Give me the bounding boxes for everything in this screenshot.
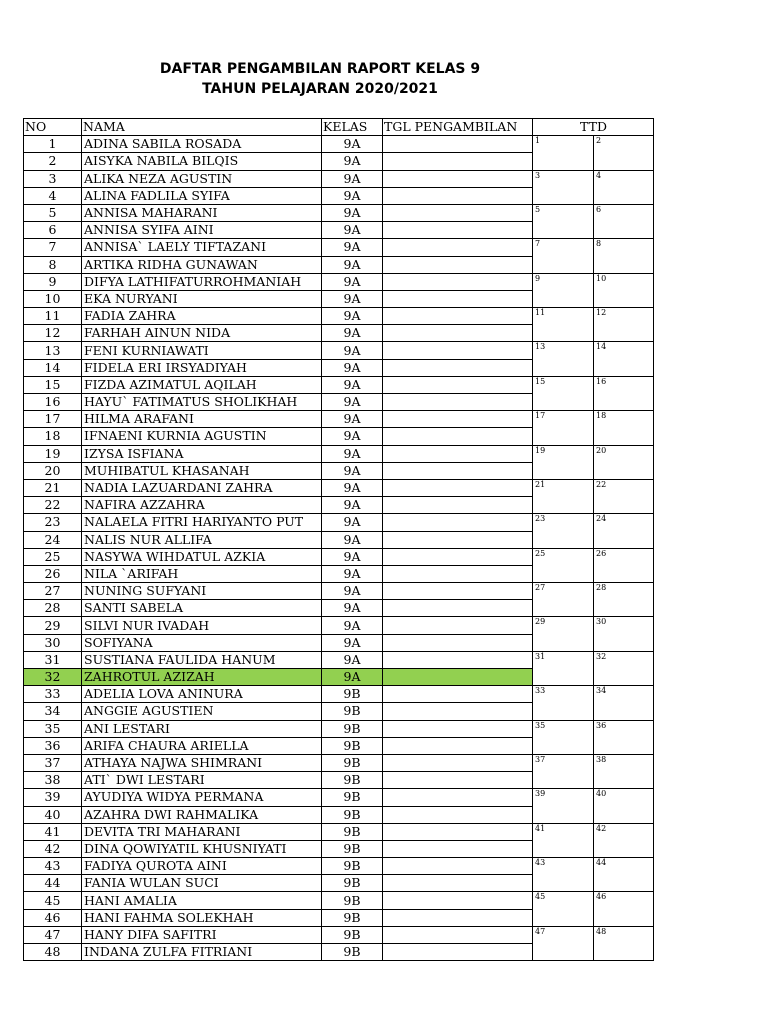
row-number: 35 (24, 720, 82, 737)
pickup-date-cell (383, 136, 533, 153)
student-name: ZAHROTUL AZIZAH (82, 669, 322, 686)
student-name: NADIA LAZUARDANI ZAHRA (82, 479, 322, 496)
pickup-date-cell (383, 789, 533, 806)
table-row (24, 720, 654, 737)
student-name: ALINA FADLILA SYIFA (82, 187, 322, 204)
table-row (24, 651, 654, 668)
student-class: 9A (322, 325, 383, 342)
raport-table (23, 118, 654, 961)
signature-cell-right: 4 (594, 170, 654, 204)
signature-cell-right: 42 (594, 823, 654, 857)
signature-cell-left: 35 (533, 720, 594, 754)
row-number: 26 (24, 565, 82, 582)
signature-cell-right: 20 (594, 445, 654, 479)
student-class: 9B (322, 823, 383, 840)
student-class: 9A (322, 497, 383, 514)
student-class: 9A (322, 187, 383, 204)
student-name: NALAELA FITRI HARIYANTO PUT (82, 514, 322, 531)
table-row (24, 926, 654, 943)
table-row (24, 273, 654, 290)
signature-cell-left: 43 (533, 858, 594, 892)
row-number: 25 (24, 548, 82, 565)
pickup-date-cell (383, 600, 533, 617)
table-row (24, 858, 654, 875)
student-name: HANY DIFA SAFITRI (82, 926, 322, 943)
pickup-date-cell (383, 806, 533, 823)
student-name: DEVITA TRI MAHARANI (82, 823, 322, 840)
student-name: IZYSA ISFIANA (82, 445, 322, 462)
table-row (24, 479, 654, 496)
student-class: 9B (322, 892, 383, 909)
table-row (24, 204, 654, 221)
row-number: 41 (24, 823, 82, 840)
table-row (24, 376, 654, 393)
pickup-date-cell (383, 858, 533, 875)
table-row (24, 411, 654, 428)
pickup-date-cell (383, 428, 533, 445)
signature-cell-right: 36 (594, 720, 654, 754)
signature-cell-right: 38 (594, 754, 654, 788)
student-class: 9A (322, 153, 383, 170)
row-number: 42 (24, 840, 82, 857)
student-name: ARIFA CHAURA ARIELLA (82, 737, 322, 754)
table-row (24, 823, 654, 840)
pickup-date-cell (383, 651, 533, 668)
pickup-date-cell (383, 565, 533, 582)
student-name: SANTI SABELA (82, 600, 322, 617)
signature-cell-left: 11 (533, 308, 594, 342)
pickup-date-cell (383, 411, 533, 428)
pickup-date-cell (383, 256, 533, 273)
row-number: 3 (24, 170, 82, 187)
student-class: 9A (322, 239, 383, 256)
student-name: HILMA ARAFANI (82, 411, 322, 428)
student-class: 9A (322, 359, 383, 376)
student-class: 9A (322, 617, 383, 634)
pickup-date-cell (383, 617, 533, 634)
signature-cell-left: 13 (533, 342, 594, 376)
table-row (24, 445, 654, 462)
row-number: 38 (24, 772, 82, 789)
student-name: FADIA ZAHRA (82, 308, 322, 325)
pickup-date-cell (383, 703, 533, 720)
header-no: NO (24, 119, 82, 136)
student-name: HANI AMALIA (82, 892, 322, 909)
student-name: ANI LESTARI (82, 720, 322, 737)
row-number: 40 (24, 806, 82, 823)
signature-cell-right: 26 (594, 548, 654, 582)
table-header-row (24, 119, 654, 136)
row-number: 37 (24, 754, 82, 771)
row-number: 18 (24, 428, 82, 445)
pickup-date-cell (383, 720, 533, 737)
student-name: ANNISA MAHARANI (82, 204, 322, 221)
row-number: 13 (24, 342, 82, 359)
signature-cell-left: 17 (533, 411, 594, 445)
row-number: 6 (24, 222, 82, 239)
student-name: FARHAH AINUN NIDA (82, 325, 322, 342)
table-row (24, 136, 654, 153)
student-class: 9B (322, 858, 383, 875)
student-name: ADINA SABILA ROSADA (82, 136, 322, 153)
student-class: 9A (322, 669, 383, 686)
row-number: 17 (24, 411, 82, 428)
row-number: 30 (24, 634, 82, 651)
student-class: 9A (322, 634, 383, 651)
pickup-date-cell (383, 290, 533, 307)
student-name: ALIKA NEZA AGUSTIN (82, 170, 322, 187)
signature-cell-right: 2 (594, 136, 654, 170)
signature-cell-right: 14 (594, 342, 654, 376)
row-number: 46 (24, 909, 82, 926)
pickup-date-cell (383, 772, 533, 789)
student-name: NASYWA WIHDATUL AZKIA (82, 548, 322, 565)
signature-cell-left: 3 (533, 170, 594, 204)
signature-cell-left: 25 (533, 548, 594, 582)
table-row (24, 789, 654, 806)
student-class: 9A (322, 342, 383, 359)
document-title: DAFTAR PENGAMBILAN RAPORT KELAS 9 (159, 61, 481, 77)
student-name: FIZDA AZIMATUL AQILAH (82, 376, 322, 393)
row-number: 14 (24, 359, 82, 376)
table-row (24, 617, 654, 634)
header-kelas: KELAS (322, 119, 383, 136)
student-class: 9B (322, 840, 383, 857)
student-class: 9A (322, 428, 383, 445)
signature-cell-left: 23 (533, 514, 594, 548)
signature-cell-right: 8 (594, 239, 654, 273)
pickup-date-cell (383, 445, 533, 462)
student-class: 9A (322, 600, 383, 617)
pickup-date-cell (383, 514, 533, 531)
pickup-date-cell (383, 376, 533, 393)
student-class: 9B (322, 806, 383, 823)
row-number: 36 (24, 737, 82, 754)
signature-cell-right: 12 (594, 308, 654, 342)
pickup-date-cell (383, 823, 533, 840)
row-number: 39 (24, 789, 82, 806)
student-name: HAYU` FATIMATUS SHOLIKHAH (82, 394, 322, 411)
document-subtitle: TAHUN PELAJARAN 2020/2021 (202, 81, 438, 97)
signature-cell-left: 21 (533, 479, 594, 513)
row-number: 22 (24, 497, 82, 514)
student-name: NILA `ARIFAH (82, 565, 322, 582)
table-row (24, 170, 654, 187)
signature-cell-left: 19 (533, 445, 594, 479)
student-name: MUHIBATUL KHASANAH (82, 462, 322, 479)
row-number: 23 (24, 514, 82, 531)
student-name: FENI KURNIAWATI (82, 342, 322, 359)
student-class: 9A (322, 394, 383, 411)
pickup-date-cell (383, 153, 533, 170)
row-number: 4 (24, 187, 82, 204)
student-class: 9B (322, 875, 383, 892)
table-row (24, 308, 654, 325)
pickup-date-cell (383, 359, 533, 376)
signature-cell-left: 7 (533, 239, 594, 273)
pickup-date-cell (383, 583, 533, 600)
signature-cell-right: 40 (594, 789, 654, 823)
row-number: 1 (24, 136, 82, 153)
signature-cell-right: 10 (594, 273, 654, 307)
student-class: 9A (322, 290, 383, 307)
row-number: 24 (24, 531, 82, 548)
student-name: INDANA ZULFA FITRIANI (82, 944, 322, 961)
student-class: 9A (322, 170, 383, 187)
student-name: FIDELA ERI IRSYADIYAH (82, 359, 322, 376)
signature-cell-left: 9 (533, 273, 594, 307)
pickup-date-cell (383, 944, 533, 961)
student-class: 9A (322, 445, 383, 462)
signature-cell-right: 22 (594, 479, 654, 513)
student-name: IFNAENI KURNIA AGUSTIN (82, 428, 322, 445)
row-number: 2 (24, 153, 82, 170)
pickup-date-cell (383, 273, 533, 290)
signature-cell-left: 41 (533, 823, 594, 857)
student-class: 9B (322, 789, 383, 806)
student-class: 9A (322, 308, 383, 325)
student-class: 9B (322, 926, 383, 943)
student-class: 9B (322, 944, 383, 961)
signature-cell-right: 30 (594, 617, 654, 651)
student-name: AYUDIYA WIDYA PERMANA (82, 789, 322, 806)
row-number: 11 (24, 308, 82, 325)
signature-cell-left: 31 (533, 651, 594, 685)
signature-cell-left: 1 (533, 136, 594, 170)
student-name: NUNING SUFYANI (82, 583, 322, 600)
table-row (24, 342, 654, 359)
signature-cell-left: 29 (533, 617, 594, 651)
student-name: FADIYA QUROTA AINI (82, 858, 322, 875)
student-name: ATHAYA NAJWA SHIMRANI (82, 754, 322, 771)
student-name: SILVI NUR IVADAH (82, 617, 322, 634)
row-number: 34 (24, 703, 82, 720)
pickup-date-cell (383, 342, 533, 359)
pickup-date-cell (383, 187, 533, 204)
row-number: 32 (24, 669, 82, 686)
pickup-date-cell (383, 754, 533, 771)
signature-cell-left: 47 (533, 926, 594, 960)
header-tgl-pengambilan: TGL PENGAMBILAN (383, 119, 533, 136)
student-class: 9A (322, 204, 383, 221)
row-number: 21 (24, 479, 82, 496)
signature-cell-left: 5 (533, 204, 594, 238)
pickup-date-cell (383, 892, 533, 909)
student-name: ANNISA` LAELY TIFTAZANI (82, 239, 322, 256)
student-name: ANNISA SYIFA AINI (82, 222, 322, 239)
student-name: DINA QOWIYATIL KHUSNIYATI (82, 840, 322, 857)
student-name: NALIS NUR ALLIFA (82, 531, 322, 548)
row-number: 19 (24, 445, 82, 462)
row-number: 43 (24, 858, 82, 875)
student-class: 9A (322, 462, 383, 479)
pickup-date-cell (383, 686, 533, 703)
student-name: ADELIA LOVA ANINURA (82, 686, 322, 703)
student-class: 9B (322, 720, 383, 737)
pickup-date-cell (383, 926, 533, 943)
row-number: 48 (24, 944, 82, 961)
row-number: 8 (24, 256, 82, 273)
signature-cell-left: 37 (533, 754, 594, 788)
pickup-date-cell (383, 462, 533, 479)
student-class: 9A (322, 479, 383, 496)
pickup-date-cell (383, 875, 533, 892)
student-class: 9A (322, 411, 383, 428)
student-class: 9B (322, 686, 383, 703)
pickup-date-cell (383, 308, 533, 325)
signature-cell-right: 28 (594, 583, 654, 617)
pickup-date-cell (383, 548, 533, 565)
row-number: 9 (24, 273, 82, 290)
row-number: 31 (24, 651, 82, 668)
pickup-date-cell (383, 737, 533, 754)
table-row (24, 583, 654, 600)
row-number: 47 (24, 926, 82, 943)
student-class: 9A (322, 273, 383, 290)
row-number: 10 (24, 290, 82, 307)
signature-cell-left: 39 (533, 789, 594, 823)
pickup-date-cell (383, 669, 533, 686)
student-name: NAFIRA AZZAHRA (82, 497, 322, 514)
pickup-date-cell (383, 531, 533, 548)
student-name: HANI FAHMA SOLEKHAH (82, 909, 322, 926)
signature-cell-right: 46 (594, 892, 654, 926)
row-number: 44 (24, 875, 82, 892)
student-name: ANGGIE AGUSTIEN (82, 703, 322, 720)
student-class: 9A (322, 651, 383, 668)
row-number: 16 (24, 394, 82, 411)
student-class: 9B (322, 737, 383, 754)
pickup-date-cell (383, 239, 533, 256)
pickup-date-cell (383, 204, 533, 221)
student-class: 9A (322, 222, 383, 239)
row-number: 12 (24, 325, 82, 342)
table-row (24, 892, 654, 909)
signature-cell-right: 44 (594, 858, 654, 892)
student-name: AZAHRA DWI RAHMALIKA (82, 806, 322, 823)
student-class: 9A (322, 136, 383, 153)
row-number: 20 (24, 462, 82, 479)
signature-cell-right: 34 (594, 686, 654, 720)
pickup-date-cell (383, 479, 533, 496)
pickup-date-cell (383, 840, 533, 857)
signature-cell-left: 33 (533, 686, 594, 720)
student-name: DIFYA LATHIFATURROHMANIAH (82, 273, 322, 290)
student-class: 9A (322, 531, 383, 548)
student-name: SOFIYANA (82, 634, 322, 651)
pickup-date-cell (383, 634, 533, 651)
signature-cell-right: 24 (594, 514, 654, 548)
student-name: AISYKA NABILA BILQIS (82, 153, 322, 170)
student-class: 9A (322, 565, 383, 582)
pickup-date-cell (383, 170, 533, 187)
table-row (24, 686, 654, 703)
signature-cell-right: 16 (594, 376, 654, 410)
student-class: 9A (322, 583, 383, 600)
pickup-date-cell (383, 222, 533, 239)
signature-cell-right: 32 (594, 651, 654, 685)
signature-cell-left: 45 (533, 892, 594, 926)
table-row (24, 239, 654, 256)
signature-cell-left: 15 (533, 376, 594, 410)
student-class: 9B (322, 754, 383, 771)
pickup-date-cell (383, 325, 533, 342)
student-class: 9B (322, 909, 383, 926)
header-nama: NAMA (82, 119, 322, 136)
student-class: 9A (322, 376, 383, 393)
student-class: 9B (322, 772, 383, 789)
pickup-date-cell (383, 497, 533, 514)
student-class: 9B (322, 703, 383, 720)
table-row (24, 514, 654, 531)
signature-cell-right: 48 (594, 926, 654, 960)
signature-cell-right: 6 (594, 204, 654, 238)
student-class: 9A (322, 256, 383, 273)
table-row (24, 548, 654, 565)
signature-cell-left: 27 (533, 583, 594, 617)
row-number: 33 (24, 686, 82, 703)
pickup-date-cell (383, 394, 533, 411)
signature-cell-right: 18 (594, 411, 654, 445)
student-name: ARTIKA RIDHA GUNAWAN (82, 256, 322, 273)
student-class: 9A (322, 514, 383, 531)
row-number: 5 (24, 204, 82, 221)
pickup-date-cell (383, 909, 533, 926)
row-number: 7 (24, 239, 82, 256)
row-number: 29 (24, 617, 82, 634)
row-number: 45 (24, 892, 82, 909)
table-row (24, 754, 654, 771)
row-number: 15 (24, 376, 82, 393)
student-name: EKA NURYANI (82, 290, 322, 307)
student-name: ATI` DWI LESTARI (82, 772, 322, 789)
student-class: 9A (322, 548, 383, 565)
header-ttd: TTD (533, 119, 654, 136)
row-number: 28 (24, 600, 82, 617)
student-name: FANIA WULAN SUCI (82, 875, 322, 892)
student-name: SUSTIANA FAULIDA HANUM (82, 651, 322, 668)
row-number: 27 (24, 583, 82, 600)
